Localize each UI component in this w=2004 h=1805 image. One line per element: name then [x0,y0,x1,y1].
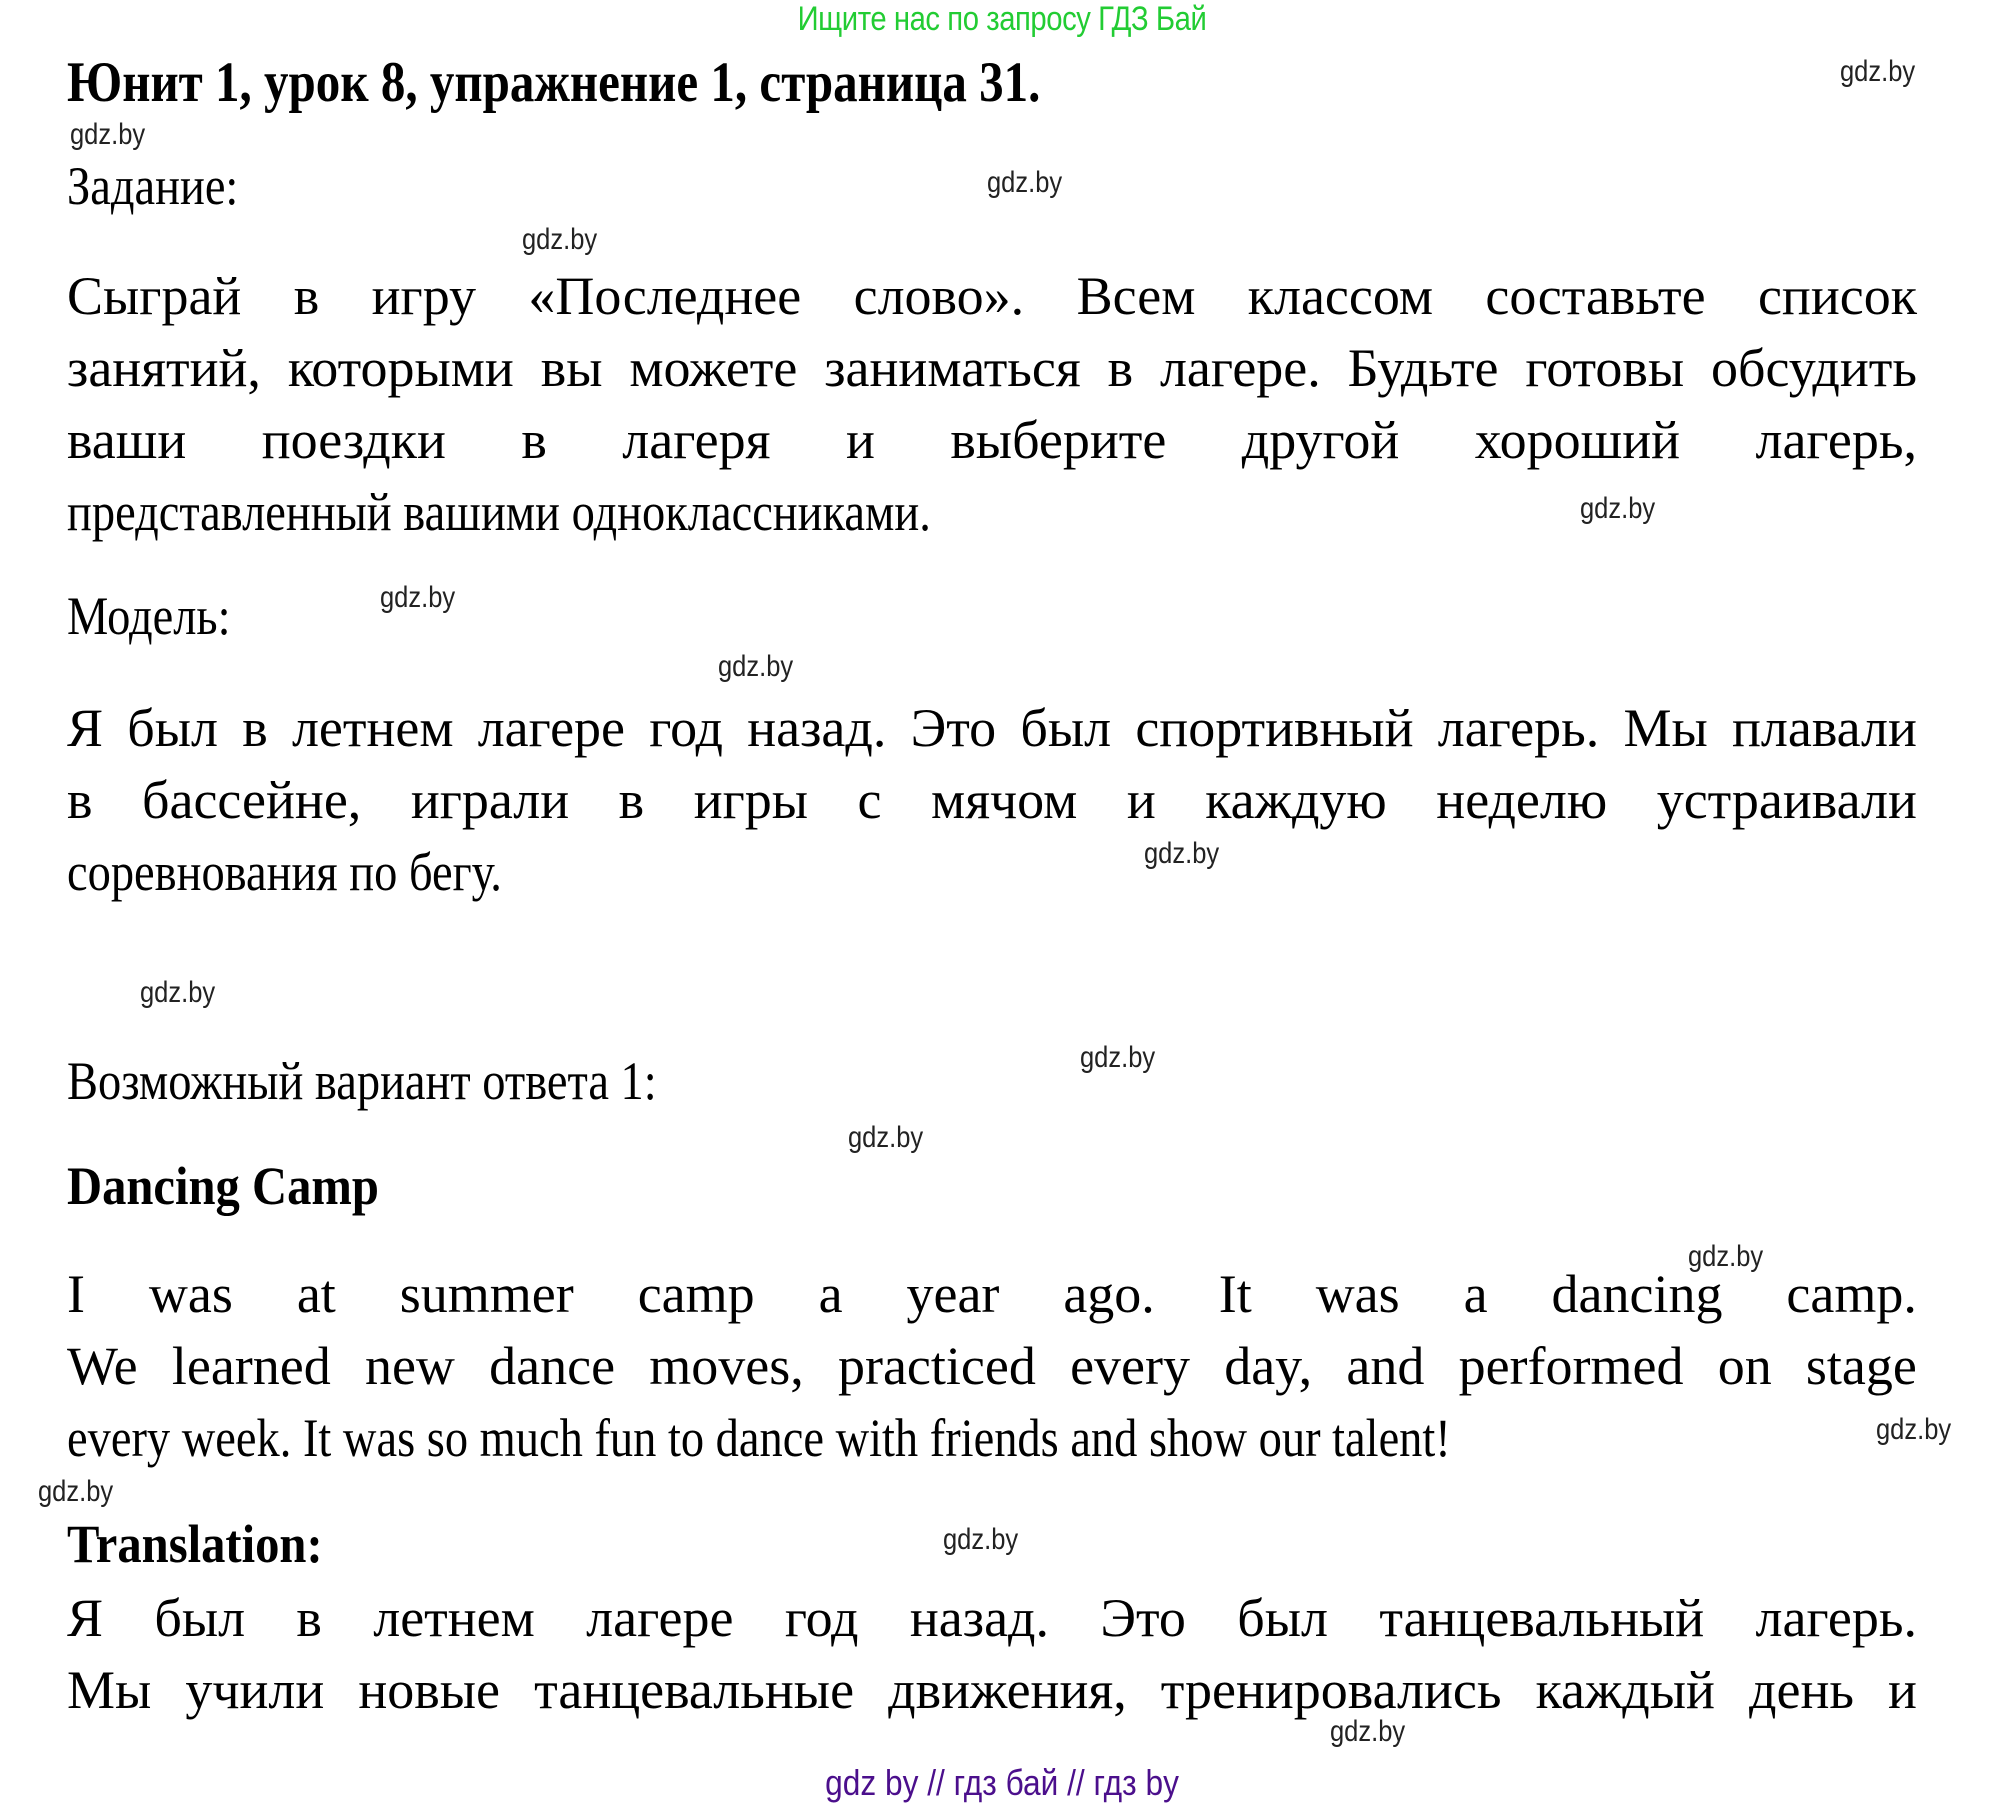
translation-line-1: Я был в летнем лагере год назад. Это был танцевальный лагерь. [67,1588,1917,1648]
watermark: gdz.by [70,118,146,151]
answer-line-1: I was at summer camp a year ago. It was a dancing camp. [67,1264,1917,1324]
model-line-3: соревнования по бегу. [67,842,502,902]
task-label: Задание: [67,156,239,216]
watermark: gdz.by [1144,837,1220,870]
model-label: Модель: [67,586,231,646]
watermark: gdz.by [522,223,598,256]
watermark: gdz.by [718,650,794,683]
watermark: gdz.by [140,976,216,1009]
watermark: gdz.by [1580,492,1656,525]
answer-label: Возможный вариант ответа 1: [67,1051,657,1111]
search-banner[interactable]: Ищите нас по запросу ГДЗ Бай [797,0,1207,38]
watermark: gdz.by [987,166,1063,199]
page-title: Юнит 1, урок 8, упражнение 1, страница 31. [67,51,1041,114]
watermark: gdz.by [848,1121,924,1154]
watermark: gdz.by [1688,1240,1764,1273]
watermark: gdz.by [1876,1413,1952,1446]
translation-line-2: Мы учили новые танцевальные движения, тренировались каждый день и [67,1660,1917,1720]
watermark: gdz.by [1330,1715,1406,1748]
watermark: gdz.by [943,1523,1019,1556]
watermark: gdz.by [380,581,456,614]
answer-line-3: every week. It was so much fun to dance with friends and show our talent! [67,1408,1451,1468]
task-line-1: Сыграй в игру «Последнее слово». Всем классом составьте список [67,266,1917,326]
task-line-3: ваши поездки в лагеря и выберите другой хороший лагерь, [67,410,1917,470]
translation-label: Translation: [67,1514,323,1574]
watermark: gdz.by [38,1475,114,1508]
watermark: gdz.by [1840,55,1916,88]
watermark: gdz.by [1080,1041,1156,1074]
task-line-2: занятий, которыми вы можете заниматься в лагере. Будьте готовы обсудить [67,338,1917,398]
answer-heading: Dancing Camp [67,1156,379,1216]
model-line-1: Я был в летнем лагере год назад. Это был спортивный лагерь. Мы плавали [67,698,1917,758]
answer-line-2: We learned new dance moves, practiced every day, and performed on stage [67,1336,1917,1396]
task-line-4: представленный вашими одноклассниками. [67,482,931,542]
model-line-2: в бассейне, играли в игры с мячом и каждую неделю устраивали [67,770,1917,830]
footer-links[interactable]: gdz by // гдз бай // гдз by [825,1762,1179,1803]
